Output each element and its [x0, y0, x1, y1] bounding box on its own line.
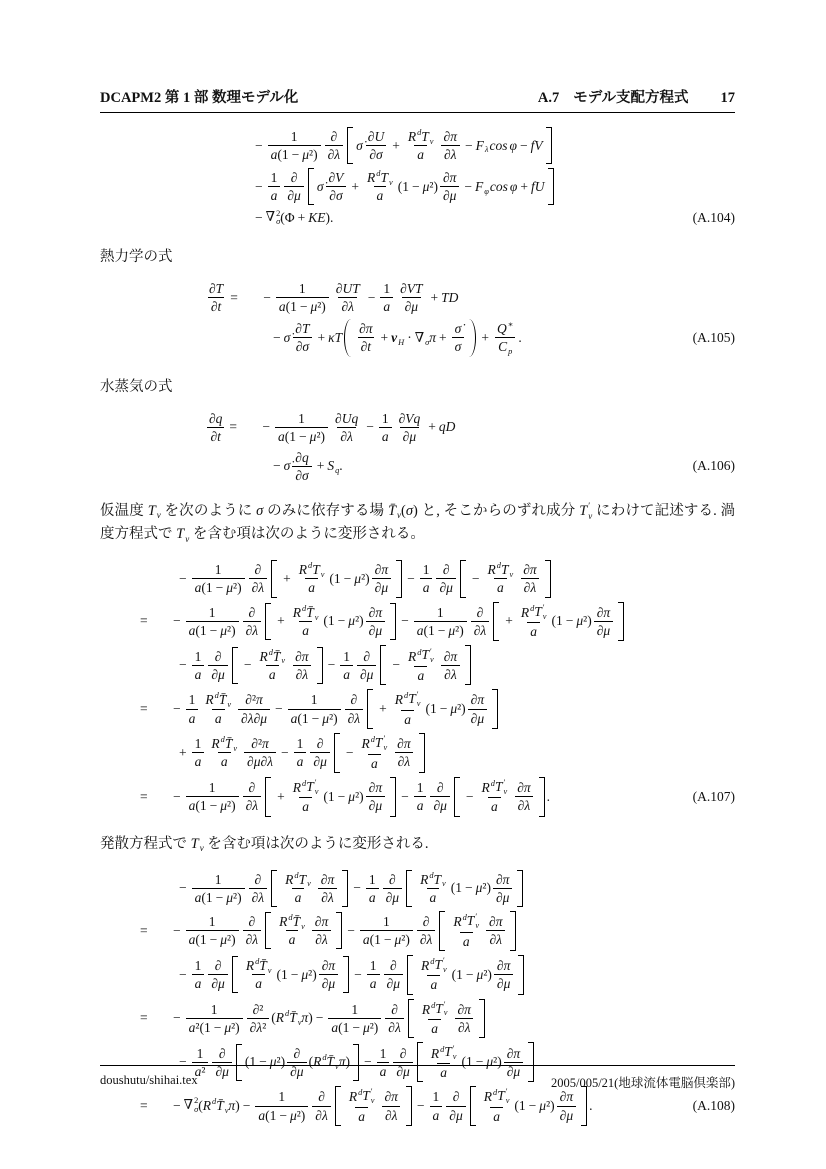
- equation-line: [204, 410, 735, 445]
- equation-block-A107: [100, 560, 735, 816]
- equation-expression: − ∇ 2 σ ( R d T̄ v π ) − 1 a ( 1 − μ ² ) ∂ ∂ λ R d T ′ v a ∂ π ∂ λ − $\frac{1}{a}$ ∂ ∂ μ R d T ′ v a ( 1 − μ ² ) ∂ π ∂ μ .: [170, 1086, 595, 1126]
- equation-line: [140, 689, 735, 729]
- header-right: [538, 86, 735, 107]
- page-header: [100, 86, 735, 107]
- equation-expression: + $\frac{1}{a}$ R d T̄ v a ∂ ² π ∂ μ ∂ λ − $\frac{1}{a}$ ∂ ∂ μ − R d T ′ v a ∂ π ∂ λ: [176, 733, 427, 773]
- equation-expression: − $\frac{1}{a}$ R d T̄ v a ∂ ² π ∂ λ ∂ μ − 1 a ( 1 − μ ² ) ∂ ∂ λ + R d T ′ v a ( 1 − μ ² ) ∂ π ∂ μ: [170, 689, 500, 729]
- footer-source-file: doushutu/shihai.tex: [100, 1073, 198, 1087]
- header-left-title: DCAPM2 第 1 部 数理モデル化: [100, 90, 299, 106]
- equation-number: (A.108): [692, 1098, 735, 1114]
- equals-sign: =: [230, 289, 238, 305]
- equation-expression: − 1 a ( 1 − μ ² ) ∂ ∂ λ + R d T v a ( 1 − μ ² ) ∂ π ∂ μ − $\frac{1}{a}$ ∂ ∂ μ − R d T v a ∂ π ∂ λ: [176, 560, 553, 597]
- equation-line: [140, 733, 735, 773]
- equation-block-A106: [100, 410, 735, 484]
- equation-line: [140, 602, 735, 642]
- paragraph-divergence: 発散方程式で T v を含む項は次のように変形される.: [100, 835, 429, 854]
- equation-block-A105: [100, 280, 735, 356]
- equation-block-A104: [100, 127, 735, 227]
- equation-number: (A.104): [692, 210, 735, 226]
- equation-line: [140, 1086, 735, 1126]
- equation-expression: − 1 a ² ∂ ∂ μ ( 1 − μ ² ) ∂ ∂ μ ( R d T̄ v π ) − $\frac{1}{a}$ ∂ ∂ μ R d T ′ v a ( 1 − μ ² ) ∂ π ∂ μ: [176, 1042, 536, 1082]
- equation-lhs: ∂ q ∂ t: [209, 410, 223, 444]
- equation-line: [252, 168, 735, 205]
- equation-line: [140, 777, 735, 817]
- equation-line: [204, 319, 735, 356]
- equals-sign: =: [140, 788, 148, 804]
- equation-line: [204, 449, 735, 484]
- header-rule: [100, 112, 735, 113]
- equals-sign: =: [140, 701, 148, 717]
- equation-number: (A.105): [692, 329, 735, 345]
- header-section-number: A.7: [537, 90, 560, 106]
- heading-thermodynamics: 熱力学の式: [100, 249, 173, 266]
- equation-expression: − 1 a ( 1 − μ ² ) ∂ ∂ λ σ̇ ∂ U ∂ σ + R d T v a ∂ π ∂ λ − F λ cos φ − f V: [252, 127, 554, 164]
- equals-sign: =: [229, 419, 238, 435]
- equation-line: [140, 870, 735, 907]
- equation-lhs: ∂ T ∂ t: [209, 281, 224, 315]
- equation-line: [140, 645, 735, 685]
- equation-expression: − 1 a ( 1 − μ ² ) ∂ ∂ λ + R d T̄ v a ( 1 − μ ² ) ∂ π ∂ μ − 1 a ( 1 − μ ² ) ∂ ∂ λ + R d T ′ v a ( 1 − μ ² ) ∂ π ∂ μ: [170, 602, 626, 642]
- equation-expression: − $\frac{1}{a}$ ∂ ∂ μ − R d T̄ v a ∂ π ∂ λ − $\frac{1}{a}$ ∂ ∂ μ − R d T ′ v a ∂ π ∂ λ: [176, 645, 473, 685]
- paragraph-virtual-temperature: 仮温度 T v を次のように σ のみに依存する場 T̄ v (σ) と, そこからのずれ成分 T ′ v にわけて記述する. 渦度方程式で T v を含む項は次のように変形される。: [100, 501, 736, 544]
- equation-line: [204, 280, 735, 315]
- equation-number: (A.107): [692, 788, 735, 804]
- footer-date-club: 2005/005/21(地球流体電脳倶楽部): [550, 1076, 735, 1090]
- equals-sign: =: [140, 1098, 148, 1114]
- equation-expression: − 1 a ( 1 − μ ² ) ∂ U T ∂ λ − $\frac{1}{a}$ ∂ V T ∂ μ + T D: [263, 281, 459, 315]
- page-footer: [100, 1065, 735, 1091]
- header-section-title: モデル支配方程式: [573, 90, 689, 106]
- equals-sign: =: [140, 922, 148, 938]
- equation-expression: − ∇ 2 σ ( Φ + K E ) .: [255, 208, 334, 227]
- equation-line: [140, 999, 735, 1039]
- equation-expression: − σ̇ ∂ T ∂ σ + κ T ∂ π ∂ t + v H · ∇ σ π + $\frac{\sigmȧ}{\sigma}$ + Q ∗ C p .: [273, 320, 522, 357]
- equals-sign: =: [140, 613, 148, 629]
- equation-line: [140, 560, 735, 597]
- equation-expression: − 1 a ( 1 − μ ² ) ∂ ∂ λ R d T v a ∂ π ∂ λ − $\frac{1}{a}$ ∂ ∂ μ R d T v a ( 1 − μ ² ) ∂ π ∂ μ: [176, 870, 525, 907]
- equation-expression: − 1 a ( 1 − μ ² ) ∂ ∂ λ + R d T ′ v a ( 1 − μ ² ) ∂ π ∂ μ − $\frac{1}{a}$ ∂ ∂ μ − R d T ′ v a ∂ π ∂ λ .: [170, 777, 553, 817]
- equation-line: [140, 955, 735, 995]
- equation-expression: − 1 a ( 1 − μ ² ) ∂ U q ∂ λ − $\frac{1}{a}$ ∂ V q ∂ μ + q D: [262, 410, 456, 444]
- heading-water-vapor: 水蒸気の式: [100, 378, 173, 395]
- equation-expression: − 1 a ² ( 1 − μ ² ) ∂ ² ∂ λ ² ( R d T̄ v π ) − 1 a ( 1 − μ ² ) ∂ ∂ λ R d T ′ v a ∂ π ∂ λ: [170, 999, 487, 1039]
- equation-number: (A.106): [692, 458, 735, 474]
- equation-line: [252, 209, 735, 227]
- equation-line: [140, 911, 735, 951]
- equation-expression: − $\frac{1}{a}$ ∂ ∂ μ R d T̄ v a ( 1 − μ ² ) ∂ π ∂ μ − $\frac{1}{a}$ ∂ ∂ μ R d T ′ v a ( 1 − μ ² ) ∂ π ∂ μ: [176, 955, 526, 995]
- equation-line: [252, 127, 735, 164]
- equation-expression: − $\frac{1}{a}$ ∂ ∂ μ σ̇ ∂ V ∂ σ + R d T v a ( 1 − μ ² ) ∂ π ∂ μ − F φ cos φ + f U: [252, 168, 556, 205]
- equation-expression: − σ̇ ∂ q ∂ σ + S q .: [273, 449, 343, 483]
- equation-expression: − 1 a ( 1 − μ ² ) ∂ ∂ λ R d T̄ v a ∂ π ∂ λ − 1 a ( 1 − μ ² ) ∂ ∂ λ R d T ′ v a ∂ π ∂ λ: [170, 911, 518, 951]
- page-number: 17: [720, 90, 735, 106]
- equals-sign: =: [140, 1010, 148, 1026]
